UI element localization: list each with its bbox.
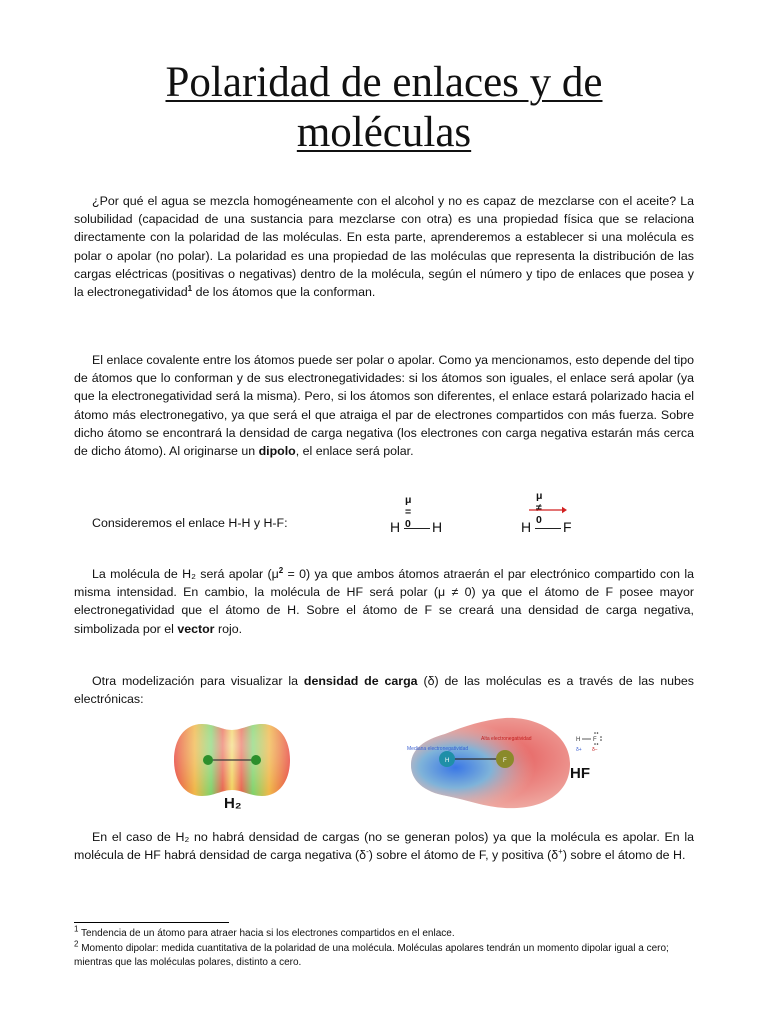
delta-plus-sup: + [558,847,563,857]
paragraph-covalent-bond [74,351,694,460]
paragraph-h2-hf [74,565,694,638]
h2-hf-text: La molécula de H₂ será apolar (μ [92,567,279,581]
mu-nonzero-label: μ ≠ 0 [536,490,543,526]
page-title: Polaridad de enlaces y de moléculas [165,59,603,156]
hf-atom-h-text: H [445,758,450,764]
hh-left-atom: H [390,519,401,535]
conclusion-text-mid: ) sobre el átomo de F, y positiva (δ [368,848,559,863]
dipolo-term: dipolo [258,444,296,459]
footnote-2-text: Momento dipolar: medida cuantitativa de la polaridad de una molécula. Moléculas apolares tendrán un momento dipolar igual a cero; mientras que las moléculas polares, distinto a cero. [74,943,669,968]
hf-left-atom: H [521,519,532,535]
footnote-2 [74,939,694,970]
hf-label: HF [570,765,590,782]
medium-electronegativity-text: Mediana electronegatividad [407,746,469,752]
footnote-ref-2: 2 [278,565,284,575]
footnote-2-number: 2 [74,939,79,949]
footnote-divider [74,922,229,923]
paragraph-consider-bonds: Consideremos el enlace H-H y H-F: [92,516,288,530]
conclusion-text: En el caso de H₂ no habrá densidad de cargas (no se generan polos) ya que la molécula es apolar. En la molécula de HF habrá densidad de carga negativa (δ [74,830,694,863]
intro-text: ¿Por qué el agua se mezcla homogéneamente con el alcohol y no es capaz de mezclarse con el aceite? La solubilidad (capacidad de una sustancia para mezclarse con otra) es una propiedad física que se relaciona directamente con la polaridad de las moléculas. En esta parte, aprenderemos a establecer si una molécula es polar o apolar (no polar). La polaridad es una propiedad de las moléculas que representa la distribución de las cargas eléctricas (positivas o negativas) dentro de la molécula, según el número y tipo de enlaces que posea y la electronegatividad [74,194,694,300]
h2-label: H₂ [224,795,242,812]
density-text: Otra modelización para visualizar la [92,674,304,688]
hf-atom-f-text: F [503,758,507,764]
h2-electron-cloud-image [172,720,292,800]
footnote-1 [74,924,694,941]
dipole-arrow-icon [528,505,568,515]
covalent-text-end: , el enlace será polar. [295,444,414,459]
inset-dminus-text: δ− [592,747,598,753]
hh-bond-line [404,528,430,529]
delta-minus-sup: - [366,847,369,857]
inset-h-text: H [576,737,581,743]
inset-f-text: F [593,737,597,743]
density-text-end: (δ) de las moléculas es a través de las nubes electrónicas: [74,674,694,707]
hh-right-atom: H [432,519,443,535]
h2-hf-text-mid: = 0) ya que ambos átomos atraerán el par electrónico compartido con la misma intensidad. En cambio, la molécula de HF será polar (μ ≠ 0) ya que el átomo de F posee mayor electronegatividad que el átomo de H. Sobre el átomo de F se creará una densidad de carga negativa, simbolizada por el [74,567,694,636]
mu-zero-label: μ = 0 [405,494,412,530]
h2-hf-text-end: rojo. [214,621,243,636]
hf-bond-line [535,528,561,529]
hf-electron-cloud-image [405,712,575,812]
footnote-1-text: Tendencia de un átomo para atraer hacia si los electrones compartidos en el enlace. [78,928,455,939]
paragraph-conclusion [74,828,694,864]
high-electronegativity-text: Alta electronegatividad [481,736,532,742]
hf-lewis-inset-image [574,728,606,754]
intro-text-end: de los átomos que la conforman. [192,285,376,300]
inset-dplus-text: δ+ [576,747,582,753]
footnote-ref-1: 1 [187,283,193,293]
hf-right-atom: F [563,519,572,535]
paragraph-intro [74,192,694,301]
footnote-1-number: 1 [74,924,79,934]
covalent-text: El enlace covalente entre los átomos puede ser polar o apolar. Como ya mencionamos, esto depende del tipo de átomos que lo conforman y de sus electronegatividades: si los átomos son iguales, el enlace será apolar (ya que la electronegatividad será la misma). Pero, si los átomos son diferentes, el enlace estará polarizado hacia el átomo más electronegativo, ya que será el que atraiga el par de electrones compartidos con más fuerza. Sobre dicho átomo se encontrará la densidad de carga negativa (los electrones con carga negativa estarán más cerca de dicho átomo). Al originarse un [74,353,695,459]
paragraph-charge-density [74,672,694,708]
vector-term: vector [177,621,215,636]
conclusion-text-end: ) sobre el átomo de H. [562,848,686,863]
density-term: densidad de carga [303,674,418,688]
